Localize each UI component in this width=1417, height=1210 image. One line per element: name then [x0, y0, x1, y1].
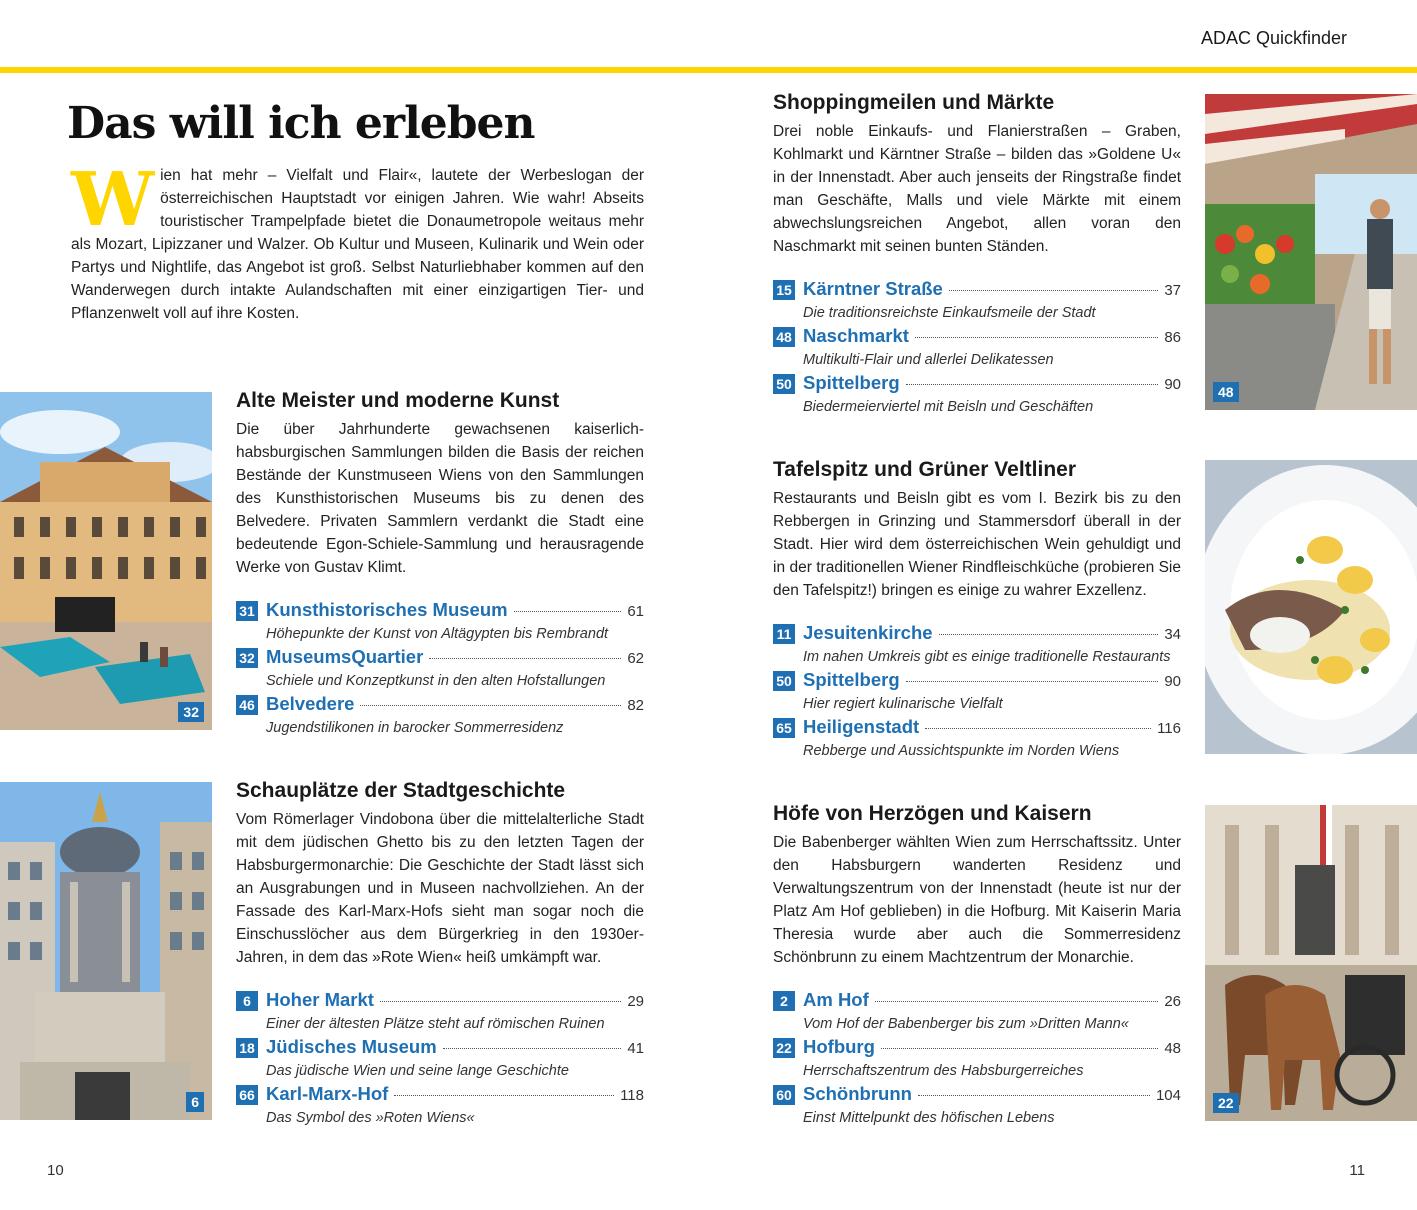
- leader-dots: [360, 705, 621, 706]
- section-tafelspitz: [773, 457, 1181, 763]
- entry-item: [773, 372, 1181, 418]
- entry-link[interactable]: Hoher Markt: [266, 989, 374, 1010]
- section-shopping: [773, 90, 1181, 419]
- header-rule: [0, 67, 1417, 73]
- entry-item: [236, 989, 644, 1035]
- entry-page: 48: [1164, 1040, 1181, 1057]
- entry-link[interactable]: Jesuitenkirche: [803, 622, 933, 643]
- entry-description: Einer der ältesten Plätze steht auf römischen Ruinen: [266, 1016, 605, 1032]
- entry-page: 62: [627, 650, 644, 667]
- entry-link[interactable]: Schönbrunn: [803, 1083, 912, 1104]
- entry-description: Höhepunkte der Kunst von Altägypten bis Rembrandt: [266, 626, 609, 642]
- entry-description: Schiele und Konzeptkunst in den alten Hofstallungen: [266, 673, 606, 689]
- entry-item: [773, 278, 1181, 324]
- entry-page: 37: [1164, 282, 1181, 299]
- leader-dots: [429, 658, 621, 659]
- section-body: Restaurants und Beisln gibt es vom I. Bezirk bis zu den Rebbergen in Grinzing und Stammersdorf überall in der Stadt. Hier wird dem österreichischen Wein gehuldigt und in der traditionellen Wiener Rindfleischküche (probieren Sie den Tafelspitz!) bringen es einige zu wahrer Exzellenz.: [773, 490, 1181, 599]
- entry-item: [773, 669, 1181, 715]
- entry-page: 41: [627, 1040, 644, 1057]
- entry-page: 118: [620, 1087, 644, 1104]
- section-stadtgeschichte: [236, 778, 644, 1130]
- section-title: Alte Meister und moderne Kunst: [236, 389, 560, 412]
- entry-number: 66: [236, 1085, 258, 1105]
- entry-number: 32: [236, 648, 258, 668]
- entry-page: 90: [1164, 673, 1181, 690]
- entry-description: Herrschaftszentrum des Habsburgerreiches: [803, 1063, 1084, 1079]
- entry-item: [773, 1083, 1181, 1129]
- entry-page: 26: [1164, 993, 1181, 1010]
- entry-number: 60: [773, 1085, 795, 1105]
- section-body: Die Babenberger wählten Wien zum Herrschaftssitz. Unter den Habsburgern wanderten Residenz und Verwaltungszentrum von der Innenstadt (heute ist nur der Platz Am Hof geblieben) in die Hofburg. Mit Kaiserin Maria Theresia wurde aber auch die Sommerresidenz Schönbrunn zu einem Machtzentrum der Monarchie.: [773, 834, 1181, 966]
- intro-text: ien hat mehr – Vielfalt und Flair«, lautete der Werbeslogan der österreichischen Hauptstadt vor einigen Jahren. Wie wahr! Abseits touristischer Trampelpfade bietet die Donaumetropole weitaus mehr als Mozart, Lipizzaner und Walzer. Ob Kultur und Museen, Kulinarik und Wein oder Partys und Nightlife, das Angebot ist groß. Selbst Naturliebhaber kommen auf den Wanderwegen durch intakte Aulandschaften mit einer einzigartigen Tier- und Pflanzenwelt voll auf ihre Kosten.: [71, 167, 644, 322]
- photo-number-badge: 32: [178, 702, 204, 722]
- entry-description: Das Symbol des »Roten Wiens«: [266, 1110, 475, 1126]
- entry-link[interactable]: Naschmarkt: [803, 325, 909, 346]
- entry-description: Biedermeierviertel mit Beisln und Geschäften: [803, 399, 1094, 415]
- entry-number: 2: [773, 991, 795, 1011]
- photo-number-badge: 6: [186, 1092, 204, 1112]
- entry-description: Multikulti-Flair und allerlei Delikatessen: [803, 352, 1054, 368]
- section-body: Vom Römerlager Vindobona über die mittelalterliche Stadt mit dem jüdischen Ghetto bis zu den letzten Tagen der Habsburgermonarchie: Die Geschichte der Stadt lässt sich an Ausgrabungen und in Museen nachvollziehen. An der Fassade des Karl-Marx-Hofs sieht man sogar noch die Einschusslöcher aus dem Bürgerkrieg in den 1930er-Jahren, in dem das »Rote Wien« heiß umkämpft war.: [236, 811, 644, 966]
- entry-number: 50: [773, 671, 795, 691]
- entry-item: [236, 599, 644, 645]
- leader-dots: [380, 1001, 621, 1002]
- entry-description: Vom Hof der Babenberger bis zum »Dritten Mann«: [803, 1016, 1129, 1032]
- entry-list: [236, 989, 644, 1129]
- tafelspitz-photo: [1205, 460, 1417, 754]
- photo-number-badge: 22: [1213, 1093, 1239, 1113]
- leader-dots: [394, 1095, 614, 1096]
- leader-dots: [949, 290, 1158, 291]
- leader-dots: [443, 1048, 622, 1049]
- entry-item: [773, 325, 1181, 371]
- entry-link[interactable]: MuseumsQuartier: [266, 646, 424, 667]
- entry-number: 46: [236, 695, 258, 715]
- entry-page: 116: [1157, 720, 1181, 737]
- entry-item: [236, 1036, 644, 1082]
- entry-link[interactable]: Karl-Marx-Hof: [266, 1083, 389, 1104]
- naschmarkt-photo: [1205, 94, 1417, 410]
- hofburg-photo: [1205, 805, 1417, 1121]
- section-body: Die über Jahrhunderte gewachsenen kaiserlich-habsburgischen Sammlungen bilden die Basis der reichen Bestände der Kunstmuseen Wiens von den Sammlungen des Kunsthistorischen Museums bis zu denen des Belvedere. Privaten Sammlern verdankt die Stadt eine bedeutende Egon-Schiele-Sammlung und herausragende Werke von Gustav Klimt.: [236, 421, 644, 576]
- page-title: Das will ich erleben: [67, 98, 535, 149]
- entry-item: [236, 646, 644, 692]
- entry-page: 61: [627, 603, 644, 620]
- leader-dots: [881, 1048, 1158, 1049]
- entry-page: 29: [627, 993, 644, 1010]
- section-title: Tafelspitz und Grüner Veltliner: [773, 458, 1076, 481]
- entry-link[interactable]: Am Hof: [803, 989, 869, 1010]
- entry-list: [773, 278, 1181, 418]
- leader-dots: [939, 634, 1159, 635]
- entry-number: 48: [773, 327, 795, 347]
- intro-paragraph: [71, 157, 644, 325]
- entry-link[interactable]: Spittelberg: [803, 372, 900, 393]
- entry-link[interactable]: Kärntner Straße: [803, 278, 943, 299]
- entry-link[interactable]: Belvedere: [266, 693, 355, 714]
- section-title: Höfe von Herzögen und Kaisern: [773, 802, 1092, 825]
- photo-number-badge: 48: [1213, 382, 1239, 402]
- entry-description: Die traditionsreichste Einkaufsmeile der Stadt: [803, 305, 1096, 321]
- leader-dots: [906, 681, 1159, 682]
- section-hoefe: [773, 801, 1181, 1130]
- entry-number: 22: [773, 1038, 795, 1058]
- section-alte-meister: [236, 388, 644, 740]
- entry-list: [773, 989, 1181, 1129]
- entry-number: 6: [236, 991, 258, 1011]
- entry-number: 65: [773, 718, 795, 738]
- entry-number: 18: [236, 1038, 258, 1058]
- entry-page: 34: [1164, 626, 1181, 643]
- hoher-markt-photo: [0, 782, 212, 1120]
- entry-item: [236, 693, 644, 739]
- entry-description: Rebberge und Aussichtspunkte im Norden Wiens: [803, 743, 1120, 759]
- entry-link[interactable]: Kunsthistorisches Museum: [266, 599, 508, 620]
- entry-link[interactable]: Heiligenstadt: [803, 716, 920, 737]
- leader-dots: [915, 337, 1158, 338]
- entry-page: 90: [1164, 376, 1181, 393]
- entry-link[interactable]: Spittelberg: [803, 669, 900, 690]
- entry-description: Im nahen Umkreis gibt es einige traditionelle Restaurants: [803, 649, 1171, 665]
- entry-item: [773, 622, 1181, 668]
- entry-item: [773, 989, 1181, 1035]
- entry-number: 31: [236, 601, 258, 621]
- leader-dots: [918, 1095, 1150, 1096]
- entry-page: 86: [1164, 329, 1181, 346]
- entry-item: [773, 716, 1181, 762]
- section-title: Shoppingmeilen und Märkte: [773, 91, 1055, 114]
- entry-number: 50: [773, 374, 795, 394]
- leader-dots: [514, 611, 622, 612]
- entry-page: 82: [627, 697, 644, 714]
- section-title: Schauplätze der Stadtgeschichte: [236, 779, 566, 802]
- leader-dots: [875, 1001, 1159, 1002]
- leader-dots: [925, 728, 1151, 729]
- entry-list: [773, 622, 1181, 762]
- entry-link[interactable]: Jüdisches Museum: [266, 1036, 437, 1057]
- entry-description: Einst Mittelpunkt des höfischen Lebens: [803, 1110, 1055, 1126]
- page-number-left: 10: [47, 1162, 64, 1179]
- entry-link[interactable]: Hofburg: [803, 1036, 875, 1057]
- museumsquartier-photo: [0, 392, 212, 730]
- leader-dots: [906, 384, 1159, 385]
- page-number-right: 11: [1349, 1162, 1365, 1179]
- entry-item: [236, 1083, 644, 1129]
- entry-description: Hier regiert kulinarische Vielfalt: [803, 696, 1003, 712]
- entry-description: Jugendstilikonen in barocker Sommerresidenz: [266, 720, 564, 736]
- entry-page: 104: [1155, 1087, 1181, 1104]
- running-header: ADAC Quickfinder: [1200, 28, 1347, 48]
- entry-description: Das jüdische Wien und seine lange Geschichte: [266, 1063, 569, 1079]
- entry-number: 15: [773, 280, 795, 300]
- drop-cap: W: [71, 157, 155, 243]
- entry-number: 11: [773, 624, 795, 644]
- entry-item: [773, 1036, 1181, 1082]
- section-body: Drei noble Einkaufs- und Flanierstraßen – Graben, Kohlmarkt und Kärntner Straße – bilden das »Goldene U« in der Innenstadt. Aber auch jenseits der Ringstraße findet man Geschäfte, Malls und viele Märkte mit einem abwechslungsreichen Angebot, allen voran den Naschmarkt mit seinen bunten Ständen.: [773, 123, 1181, 255]
- entry-list: [236, 599, 644, 739]
